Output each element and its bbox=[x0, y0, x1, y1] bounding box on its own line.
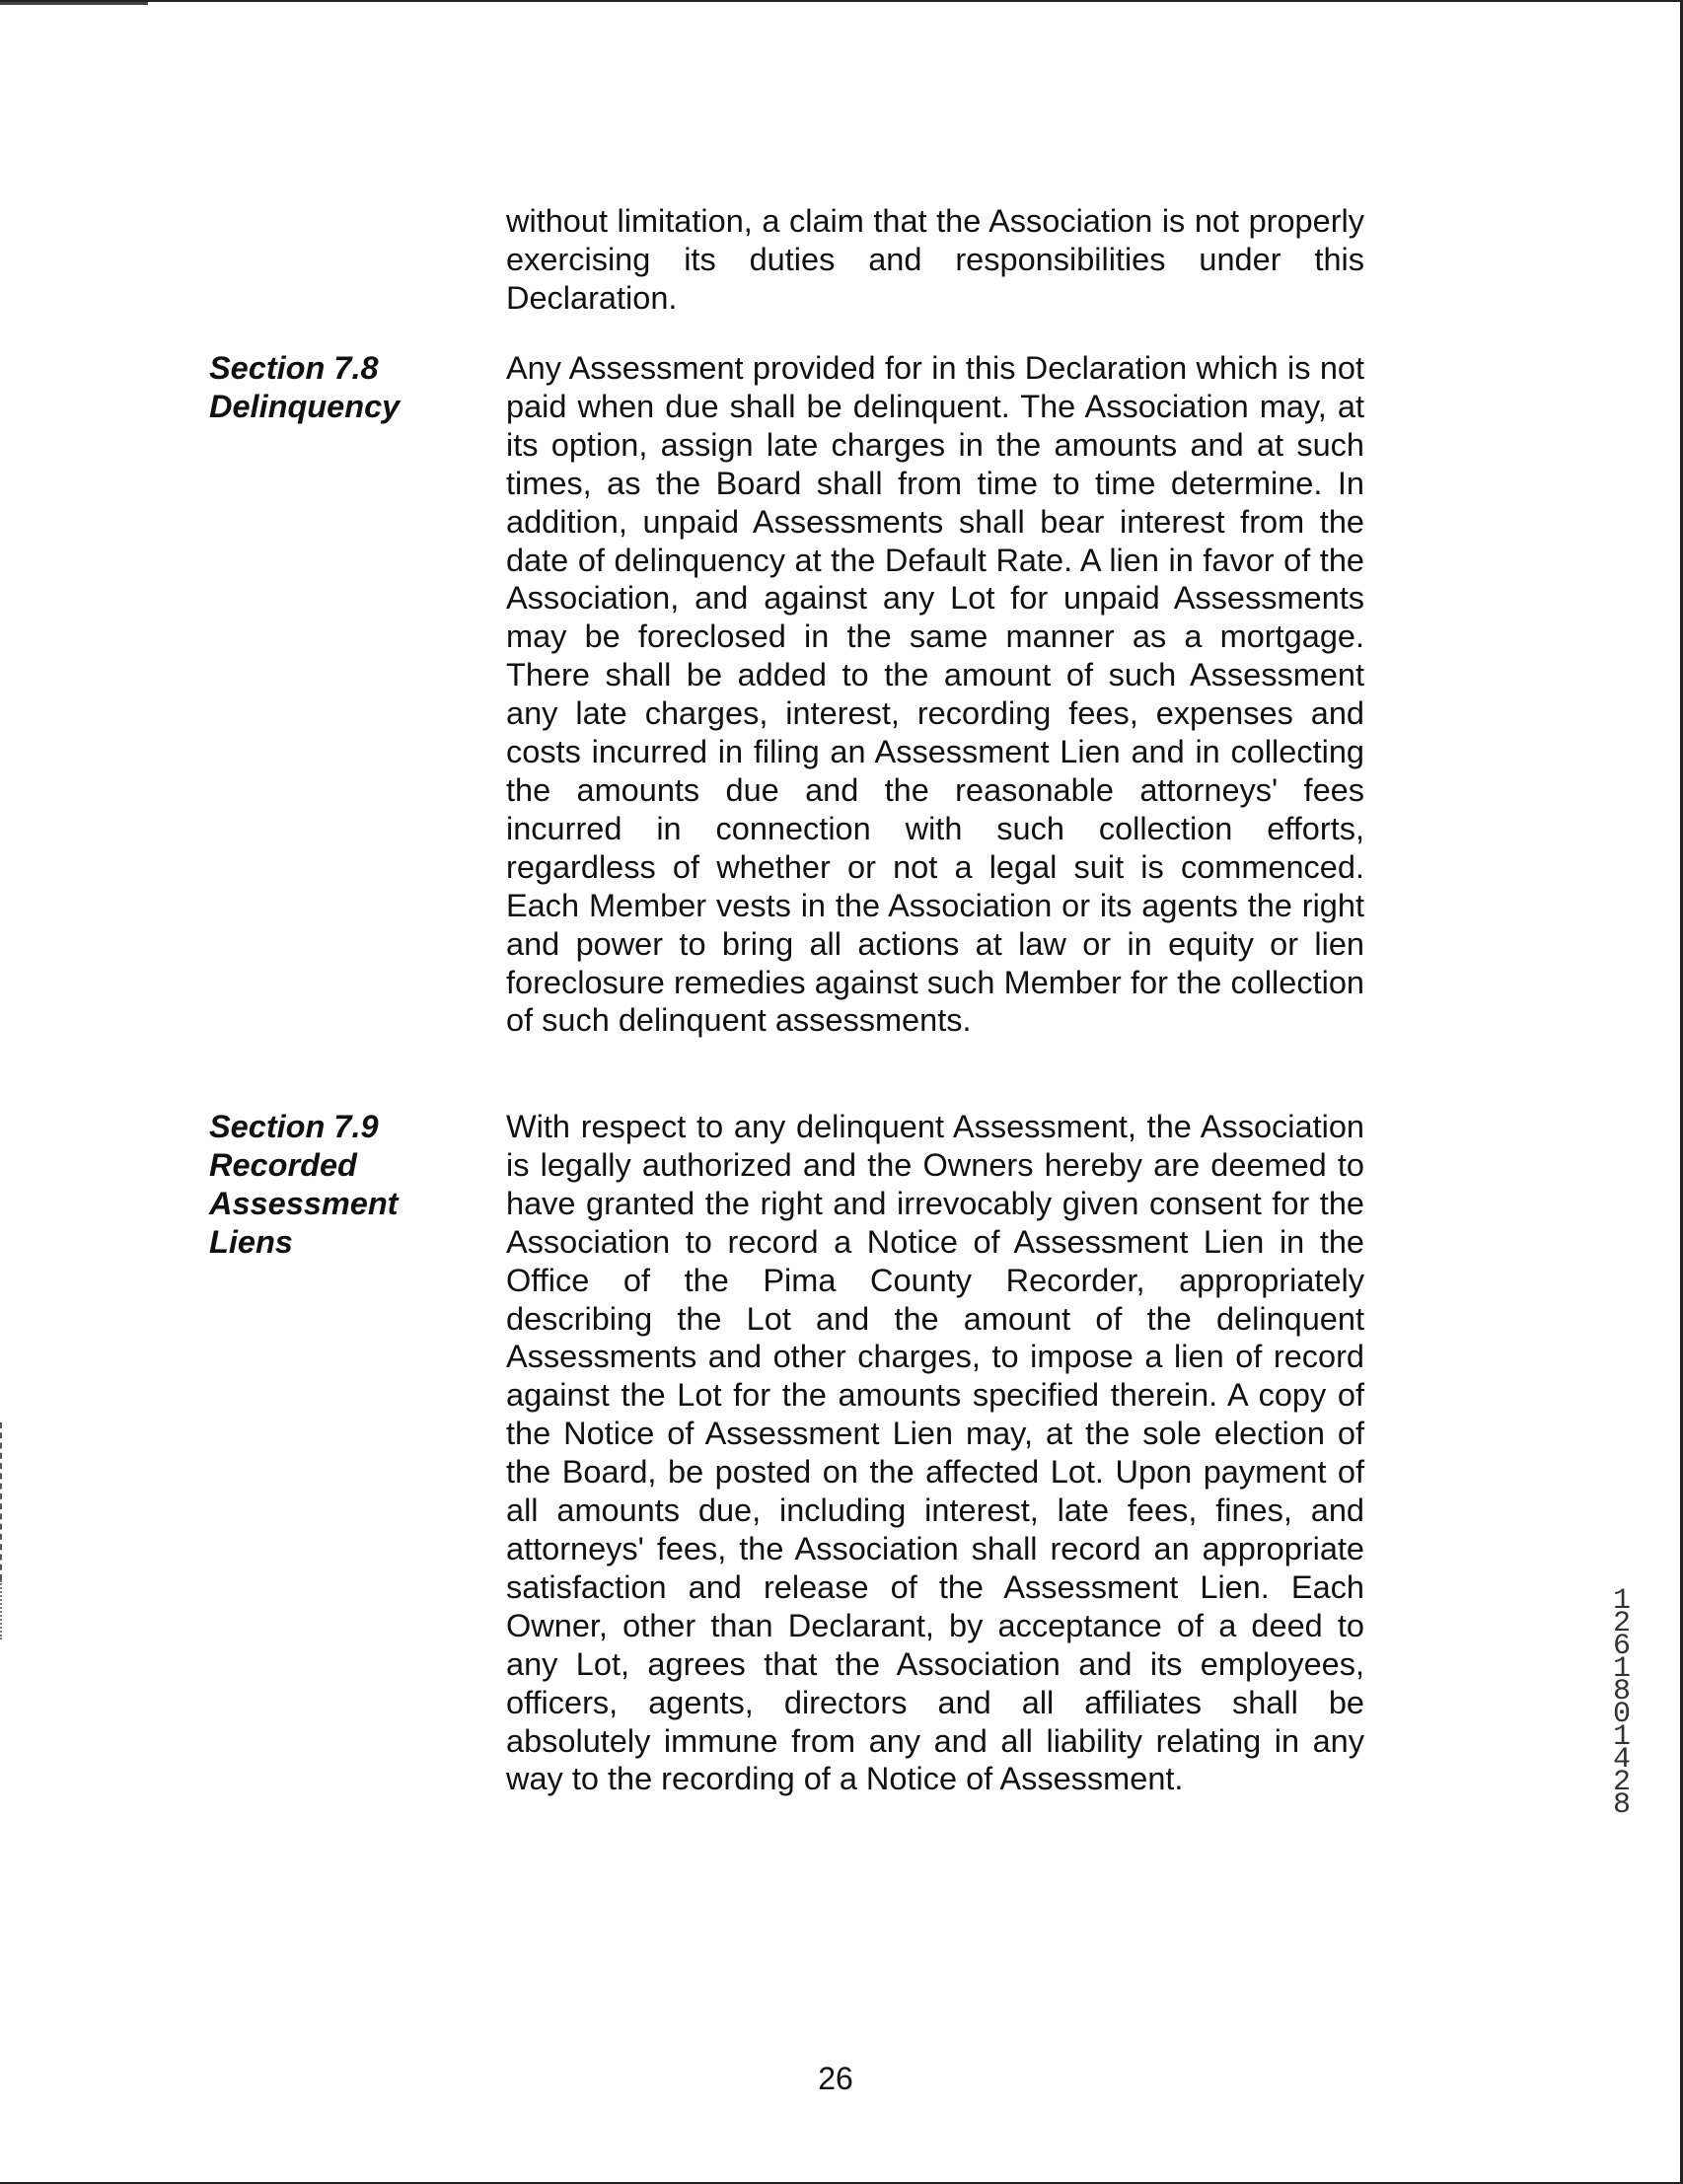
scan-artifact-left bbox=[0, 1422, 5, 1580]
continuation-paragraph: without limitation, a claim that the Association is not properly exercising its duties and responsibilities under this Declaration. bbox=[506, 203, 1364, 316]
section-title-line: Delinquency bbox=[209, 388, 401, 424]
scan-artifact-left-lower bbox=[0, 1580, 5, 1639]
recording-stamp: 12618 01428 bbox=[1612, 1584, 1631, 1822]
section-number: Section 7.8 bbox=[209, 350, 379, 386]
section-7-9-body: With respect to any delinquent Assessment, the Association is legally authorized and the Owners hereby are deemed to have granted the right and irrevocably given consent for the Association to record a Notice of Assessment Lien in the Office of the Pima County Recorder, appropriately describing the Lot and the amount of the delinquent Assessments and other charges, to impose a lien of record against the Lot for the amounts specified therein. A copy of the Notice of Assessment Lien may, at the sole election of the Board, be posted on the affected Lot. Upon payment of all amounts due, including interest, late fees, fines, and attorneys' fees, the Association shall record an appropriate satisfaction and release of the Assessment Lien. Each Owner, other than Declarant, by acceptance of a deed to any Lot, agrees that the Association and its employees, officers, agents, directors and all affiliates shall be absolutely immune from any and all liability relating in any way to the recording of a Notice of Assessment. bbox=[506, 1109, 1364, 1797]
section-7-8-body: Any Assessment provided for in this Declaration which is not paid when due shall be delinquent. The Association may, at its option, assign late charges in the amounts and at such times, as the Board shall from time to time determine. In addition, unpaid Assessments shall bear interest from the date of delinquency at the Default Rate. A lien in favor of the Association, and against any Lot for unpaid Assessments may be foreclosed in the same manner as a mortgage. There shall be added to the amount of such Assessment any late charges, interest, recording fees, expenses and costs incurred in filing an Assessment Lien and in collecting the amounts due and the reasonable attorneys' fees incurred in connection with such collection efforts, regardless of whether or not a legal suit is commenced. Each Member vests in the Association or its agents the right and power to bring all actions at law or in equity or lien foreclosure remedies against such Member for the collection of such delinquent assessments. bbox=[506, 350, 1364, 1039]
section-title-line: Recorded bbox=[209, 1146, 357, 1183]
section-title-line: Liens bbox=[209, 1223, 293, 1260]
page-number: 26 bbox=[818, 2061, 853, 2096]
section-title-line: Assessment bbox=[209, 1185, 399, 1221]
section-7-8-heading bbox=[209, 349, 446, 426]
section-number: Section 7.9 bbox=[209, 1109, 379, 1144]
section-7-9-heading bbox=[209, 1108, 446, 1262]
scan-artifact-top bbox=[0, 2, 148, 5]
